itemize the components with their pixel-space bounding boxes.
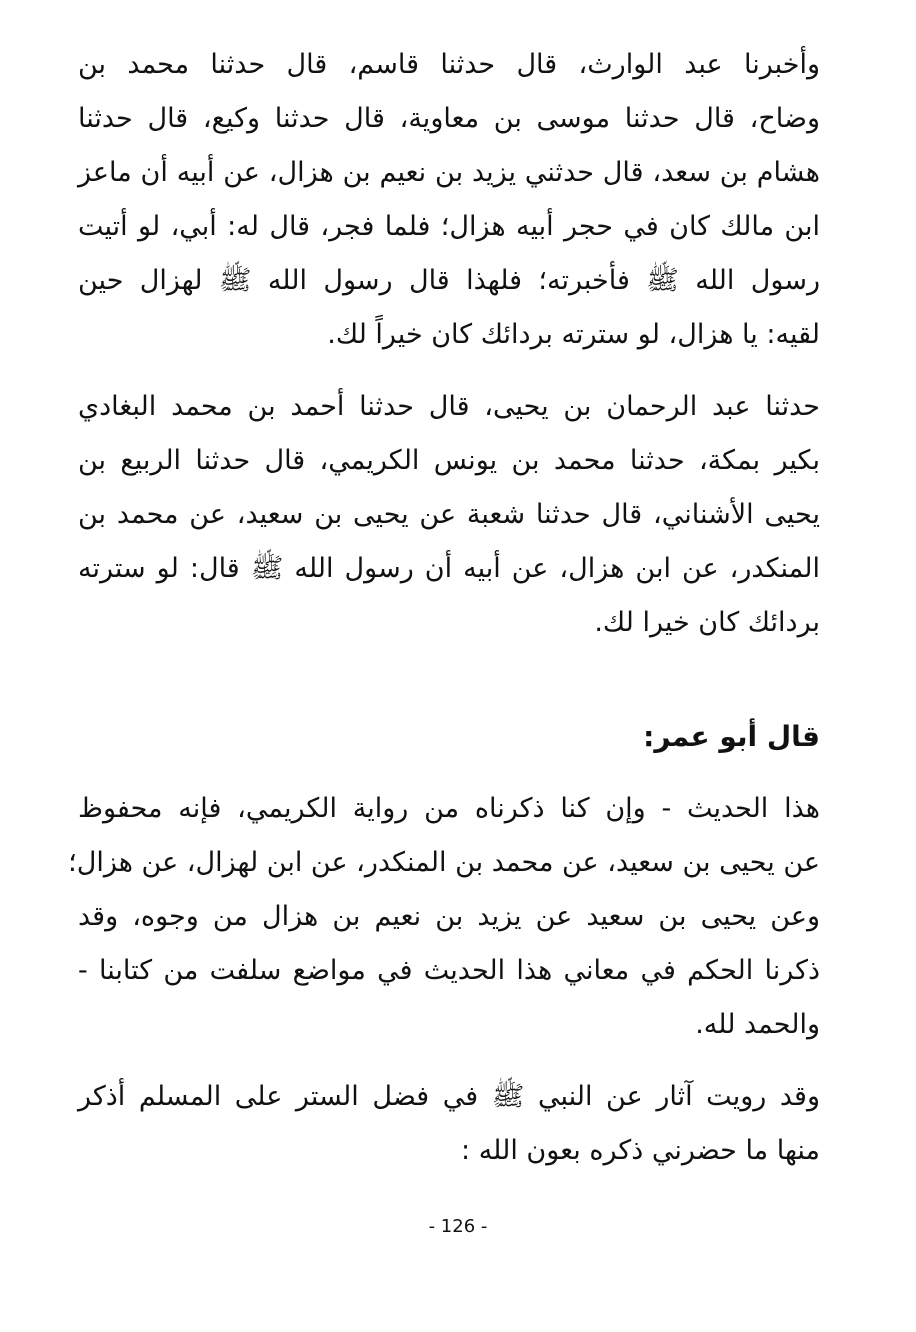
text-line: لقيه: يا هزال، لو سترته بردائك كان خيراً لك. xyxy=(327,319,820,350)
paragraph-3 xyxy=(68,782,820,1052)
text-line: وقد رويت آثار عن النبي ﷺ في فضل الستر على المسلم أذكر xyxy=(78,1081,820,1112)
paragraph-2 xyxy=(78,380,820,650)
page-number: - 126 - xyxy=(428,1216,488,1237)
text-line: ابن مالك كان في حجر أبيه هزال؛ فلما فجر، قال له: أبي، لو أتيت xyxy=(78,211,820,242)
text-line: بكير بمكة، حدثنا محمد بن يونس الكريمي، قال حدثنا الربيع بن xyxy=(78,445,820,476)
page-body xyxy=(68,38,820,1178)
section-heading: قال أبو عمر: xyxy=(643,720,820,753)
text-line: وضاح، قال حدثنا موسى بن معاوية، قال حدثنا وكيع، قال حدثنا xyxy=(78,103,820,134)
text-line: ذكرنا الحكم في معاني هذا الحديث في مواضع سلفت من كتابنا - xyxy=(78,955,820,986)
text-line: حدثنا عبد الرحمان بن يحيى، قال حدثنا أحمد بن محمد البغادي xyxy=(78,391,820,422)
text-line: المنكدر، عن ابن هزال، عن أبيه أن رسول الله ﷺ قال: لو سترته xyxy=(78,553,820,584)
text-line: رسول الله ﷺ فأخبرته؛ فلهذا قال رسول الله ﷺ لهزال حين xyxy=(78,265,820,296)
text-line: بردائك كان خيرا لك. xyxy=(594,607,820,638)
text-line: وعن يحيى بن سعيد عن يزيد بن نعيم بن هزال من وجوه، وقد xyxy=(78,901,820,932)
text-line: والحمد لله. xyxy=(695,1009,820,1040)
text-line: يحيى الأشناني، قال حدثنا شعبة عن يحيى بن سعيد، عن محمد بن xyxy=(78,499,820,530)
paragraph-1 xyxy=(78,38,820,362)
text-line: عن يحيى بن سعيد، عن محمد بن المنكدر، عن ابن لهزال، عن هزال؛ xyxy=(68,847,820,878)
text-line: هشام بن سعد، قال حدثني يزيد بن نعيم بن هزال، عن أبيه أن ماعز xyxy=(78,157,820,188)
text-line: منها ما حضرني ذكره بعون الله : xyxy=(461,1135,820,1166)
text-line: هذا الحديث - وإن كنا ذكرناه من رواية الكريمي، فإنه محفوظ xyxy=(78,793,820,824)
paragraph-4 xyxy=(78,1070,820,1178)
text-line: وأخبرنا عبد الوارث، قال حدثنا قاسم، قال حدثنا محمد بن xyxy=(78,49,820,80)
